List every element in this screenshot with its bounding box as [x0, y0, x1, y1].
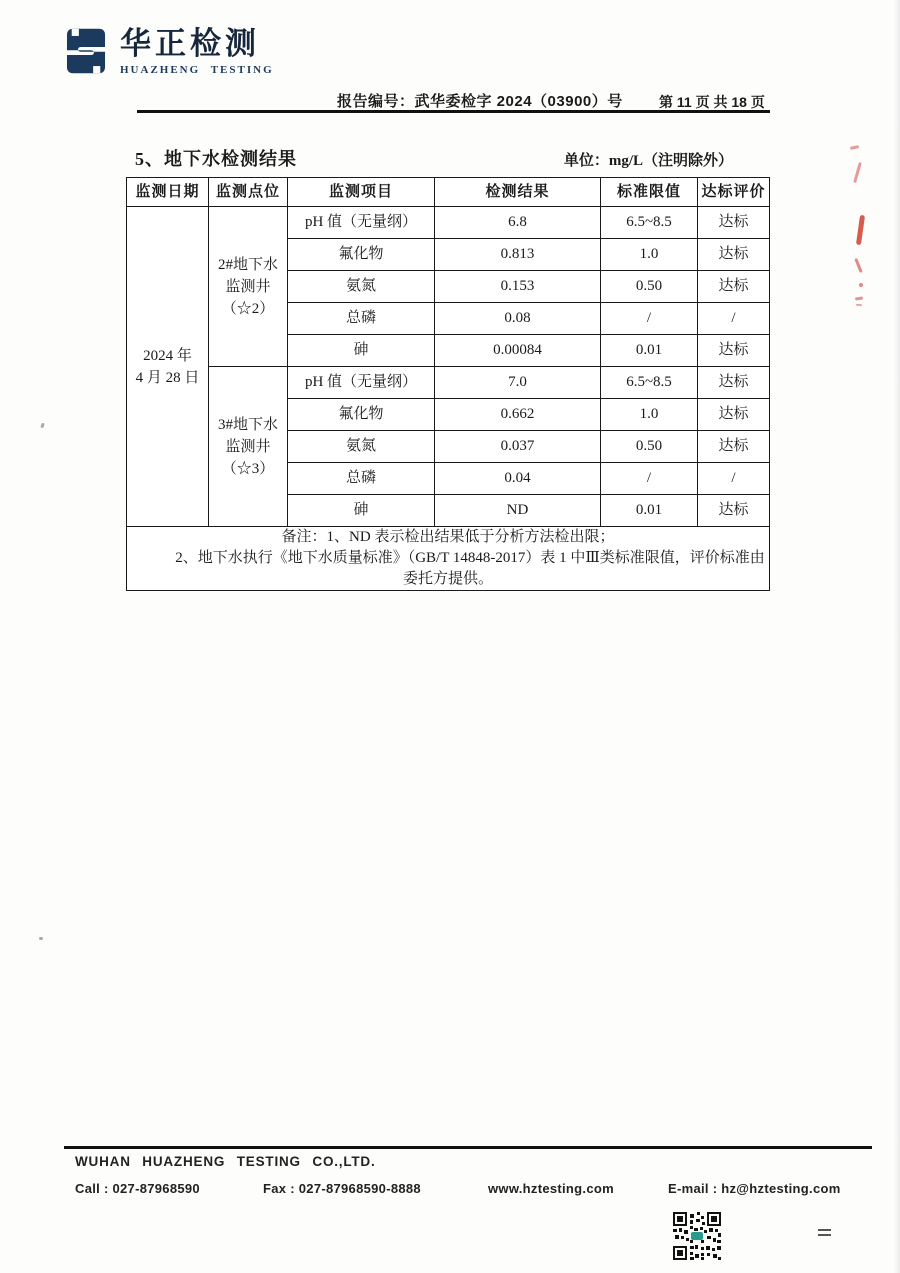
point-line: （☆3）: [221, 460, 275, 477]
table-row: [127, 207, 770, 239]
section-title: 5、地下水检测结果: [135, 149, 297, 169]
cell-eval: 达标: [698, 239, 770, 271]
scan-artifact: [40, 423, 45, 429]
point-line: 监测井: [225, 438, 271, 455]
notes-cell: [127, 527, 770, 591]
cell-eval: /: [698, 303, 770, 335]
brand-name-en: HUAZHENG TESTING: [120, 63, 274, 76]
cell-eval: 达标: [698, 431, 770, 463]
table-notes-row: [127, 527, 770, 591]
table-header-row: [127, 178, 770, 207]
cell-eval: 达标: [698, 495, 770, 527]
cell-monitor-point-3: [209, 367, 288, 527]
footer-rule: [64, 1146, 872, 1149]
cell-result: 0.04: [435, 463, 601, 495]
cell-item: 氟化物: [288, 239, 435, 271]
cell-result: 0.662: [435, 399, 601, 431]
fax-number: Fax : 027-87968590-8888: [263, 1181, 421, 1196]
cell-eval: 达标: [698, 367, 770, 399]
scan-artifact: [855, 296, 863, 300]
cell-eval: 达标: [698, 207, 770, 239]
col-header-date: 监测日期: [127, 178, 209, 207]
note-line-1: 备注：1、ND 表示检出结果低于分析方法检出限；: [281, 529, 615, 545]
brand-header: [62, 28, 274, 79]
point-line: 监测井: [225, 278, 271, 295]
cell-monitor-point-2: [209, 207, 288, 367]
cell-result: 0.813: [435, 239, 601, 271]
col-header-item: 监测项目: [288, 178, 435, 207]
cell-result: 6.8: [435, 207, 601, 239]
section-row: [135, 145, 733, 171]
cell-result: 0.037: [435, 431, 601, 463]
email-address: E-mail : hz@hztesting.com: [668, 1181, 841, 1196]
cell-item: 氨氮: [288, 271, 435, 303]
huazheng-logo-icon: [62, 28, 110, 79]
cell-result: 7.0: [435, 367, 601, 399]
cell-result: 0.08: [435, 303, 601, 335]
cell-item: pH 值（无量纲）: [288, 207, 435, 239]
cell-limit: 6.5~8.5: [601, 367, 698, 399]
cell-item: pH 值（无量纲）: [288, 367, 435, 399]
point-line: （☆2）: [221, 300, 275, 317]
website-url: www.hztesting.com: [488, 1181, 614, 1196]
note-line-2: 2、地下水执行《地下水质量标准》（GB/T 14848-2017）表 1 中Ⅲ类标准限值，评价标准由: [175, 550, 765, 566]
cell-limit: /: [601, 463, 698, 495]
scan-artifact: [856, 215, 865, 245]
cell-item: 砷: [288, 335, 435, 367]
point-line: 2#地下水: [217, 256, 278, 273]
cell-monitor-date: [127, 207, 209, 527]
col-header-limit: 标准限值: [601, 178, 698, 207]
cell-limit: 6.5~8.5: [601, 207, 698, 239]
cell-item: 氨氮: [288, 431, 435, 463]
cell-limit: 0.50: [601, 271, 698, 303]
date-line: 2024 年: [143, 347, 192, 364]
scan-artifact: [39, 937, 43, 940]
cell-result: ND: [435, 495, 601, 527]
cell-eval: 达标: [698, 335, 770, 367]
qr-code: [672, 1212, 722, 1260]
equals-mark: [818, 1229, 831, 1239]
cell-eval: 达标: [698, 399, 770, 431]
scan-edge-shade: [894, 0, 900, 1273]
cell-item: 总磷: [288, 463, 435, 495]
cell-item: 砷: [288, 495, 435, 527]
cell-limit: 0.01: [601, 495, 698, 527]
cell-limit: 1.0: [601, 239, 698, 271]
scan-artifact: [859, 283, 863, 287]
date-line: 4 月 28 日: [135, 369, 200, 386]
results-table: [126, 177, 770, 591]
phone-number: Call : 027-87968590: [75, 1181, 200, 1196]
col-header-eval: 达标评价: [698, 178, 770, 207]
cell-result: 0.153: [435, 271, 601, 303]
col-header-result: 检测结果: [435, 178, 601, 207]
cell-result: 0.00084: [435, 335, 601, 367]
cell-item: 氟化物: [288, 399, 435, 431]
cell-limit: 0.50: [601, 431, 698, 463]
table-row: [127, 367, 770, 399]
cell-limit: 0.01: [601, 335, 698, 367]
cell-eval: 达标: [698, 271, 770, 303]
cell-eval: /: [698, 463, 770, 495]
scan-artifact: [850, 145, 859, 149]
brand-name-cn: 华正检测: [120, 26, 260, 61]
report-number: 报告编号：武华委检字 2024（03900）号: [337, 93, 623, 110]
cell-limit: 1.0: [601, 399, 698, 431]
note-line-3: 委托方提供。: [402, 571, 493, 587]
scan-artifact: [853, 162, 861, 183]
scan-artifact: [854, 258, 862, 273]
cell-limit: /: [601, 303, 698, 335]
scan-artifact: [856, 304, 862, 307]
cell-item: 总磷: [288, 303, 435, 335]
header-rule: [137, 110, 770, 113]
page-number: 第 11 页 共 18 页: [659, 94, 765, 110]
company-name: WUHAN HUAZHENG TESTING CO.,LTD.: [75, 1154, 376, 1169]
unit-label: 单位：mg/L（注明除外）: [563, 153, 733, 169]
col-header-point: 监测点位: [209, 178, 288, 207]
point-line: 3#地下水: [217, 416, 278, 433]
